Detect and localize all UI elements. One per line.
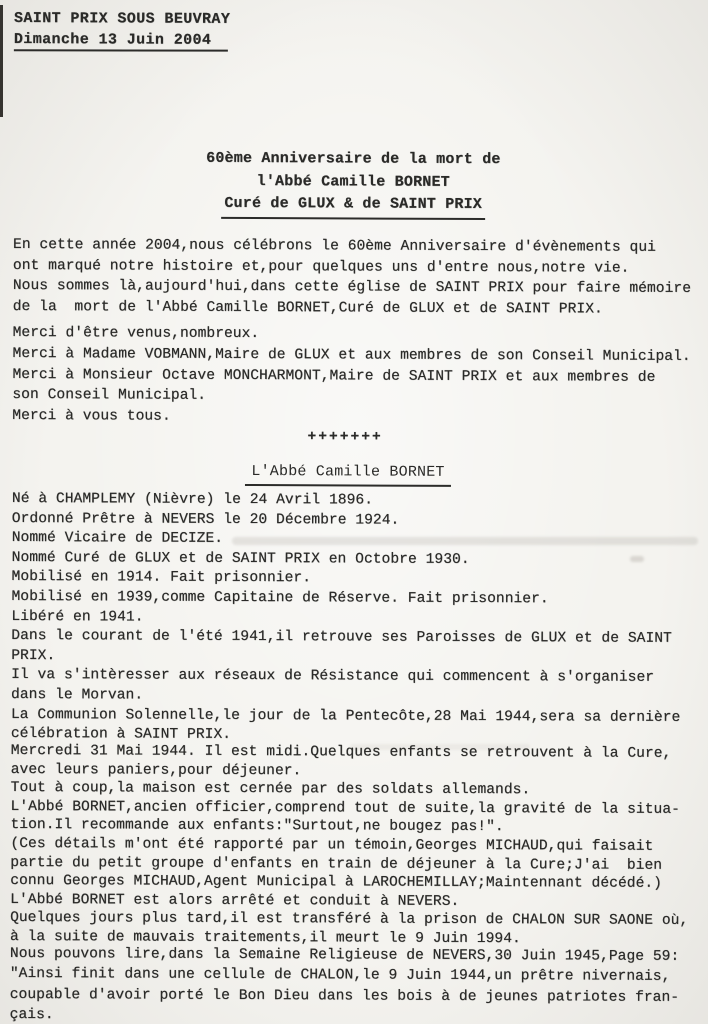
- section-title: [0, 460, 698, 488]
- religious-weekly-quote-paragraph: [10, 944, 680, 1024]
- text-line: à la suite de mauvais traitements,il meurt le 9 Juin 1994.: [9, 928, 521, 948]
- text-line: La Communion Solennelle,le jour de la Pentecôte,28 Mai 1944,sera sa dernière: [10, 706, 681, 726]
- thanks-paragraph: [12, 323, 691, 430]
- biography-paragraph: [11, 490, 681, 748]
- text-line: célébration à SAINT PRIX.: [10, 726, 232, 744]
- text-line: Nous sommes là,aujourd'hui,dans cette église de SAINT PRIX pour faire mémoire: [12, 277, 692, 297]
- document-title: [0, 147, 707, 221]
- text-line: coupable d'avoir porté le Bon Dieu dans les bois à de jeunes patriotes fran-: [9, 986, 680, 1006]
- text-line: PRIX.: [11, 647, 56, 664]
- arrest-story-paragraph: [10, 742, 689, 949]
- text-line: Dans le courant de l'été 1941,il retrouve ses Paroisses de GLUX et de SAINT: [11, 628, 672, 648]
- text-line: de la mort de l'Abbé Camille BORNET,Curé de GLUX et de SAINT PRIX.: [12, 298, 603, 318]
- text-line: Quelques jours plus tard,il est transféré à la prison de CHALON SUR SAONE où,: [10, 910, 689, 930]
- text-line: En cette année 2004,nous célébrons le 60ème Anniversaire d'évènements qui: [12, 236, 657, 256]
- text-line: son Conseil Municipal.: [12, 387, 207, 405]
- text-line: Nommé Curé de GLUX et de SAINT PRIX en Octobre 1930.: [11, 549, 470, 568]
- title-line-cure: Curé de GLUX & de SAINT PRIX: [221, 193, 485, 220]
- text-line: Merci à Monsieur Octave MONCHARMONT,Maire de SAINT PRIX et aux membres de: [12, 366, 656, 386]
- text-line: Merci à vous tous.: [12, 408, 171, 425]
- text-line: Il va s'intèresser aux réseaux de Résistance qui commencent à s'organiser: [11, 667, 655, 687]
- text-line: Tout à coup,la maison est cernée par des soldats allemands.: [10, 780, 531, 799]
- title-line-name: l'Abbé Camille BORNET: [256, 172, 450, 191]
- header-date: Dimanche 13 Juin 2004: [13, 30, 212, 49]
- text-line: Nous pouvons lire,dans la Semaine Religieuse de NEVERS,30 Juin 1945,Page 59:: [9, 945, 680, 965]
- plus-divider: +++++++: [307, 429, 383, 446]
- text-line: tion.Il recommande aux enfants:"Surtout,ne bougez pas!".: [10, 817, 504, 836]
- text-line: Ordonné Prêtre à NEVERS le 20 Décembre 1924.: [11, 510, 400, 529]
- text-line: avec leurs paniers,pour déjeuner.: [10, 761, 302, 779]
- text-line: çais.: [9, 1007, 54, 1024]
- text-line: "Ainsi finit dans une cellule de CHALON,le 9 Juin 1944,un prêtre nivernais,: [9, 966, 671, 986]
- text-line: Mobilisé en 1939,comme Capitaine de Réserve. Fait prisonnier.: [11, 588, 549, 608]
- text-line: connu Georges MICHAUD,Agent Municipal à LAROCHEMILLAY;Maintennant décédé.): [10, 873, 663, 892]
- header-location: SAINT PRIX SOUS BEUVRAY: [13, 9, 231, 28]
- text-line: (Ces détails m'ont été rapporté par un témoin,Georges MICHAUD,qui faisait: [10, 835, 654, 855]
- text-line: Mobilisé en 1914. Fait prisonnier.: [11, 569, 312, 587]
- text-line: Mercredi 31 Mai 1944. Il est midi.Quelques enfants se retrouvent à la Cure,: [10, 742, 672, 762]
- text-line: Libéré en 1941.: [11, 608, 144, 626]
- text-line: Né à CHAMPLEMY (Nièvre) le 24 Avril 1896.: [11, 490, 374, 509]
- document-header: [14, 8, 230, 51]
- text-line: Merci d'être venus,nombreux.: [12, 324, 260, 343]
- text-line: partie du petit groupe d'enfants en train de déjeuner à la Cure;J'ai bien: [10, 854, 663, 874]
- text-line: L'Abbé BORNET,ancien officier,comprend tout de suite,la gravité de la situa-: [10, 798, 680, 818]
- intro-paragraph: [13, 235, 692, 320]
- header-underline: [14, 49, 228, 51]
- text-line: ont marqué notre histoire et,pour quelques uns d'entre nous,notre vie.: [12, 257, 630, 277]
- title-line-cure-wrap: [0, 192, 707, 221]
- text-line: dans le Morvan.: [11, 686, 144, 704]
- text-line: Merci à Madame VOBMANN,Maire de GLUX et aux membres de son Conseil Municipal.: [12, 345, 691, 365]
- text-line: Nommé Vicaire de DECIZE.: [11, 530, 224, 548]
- section-title-text: L'Abbé Camille BORNET: [245, 461, 450, 487]
- title-line-anniversary: 60ème Anniversaire de la mort de: [206, 149, 501, 169]
- text-line: L'Abbé BORNET est alors arrêté et conduit à NEVERS.: [10, 891, 460, 910]
